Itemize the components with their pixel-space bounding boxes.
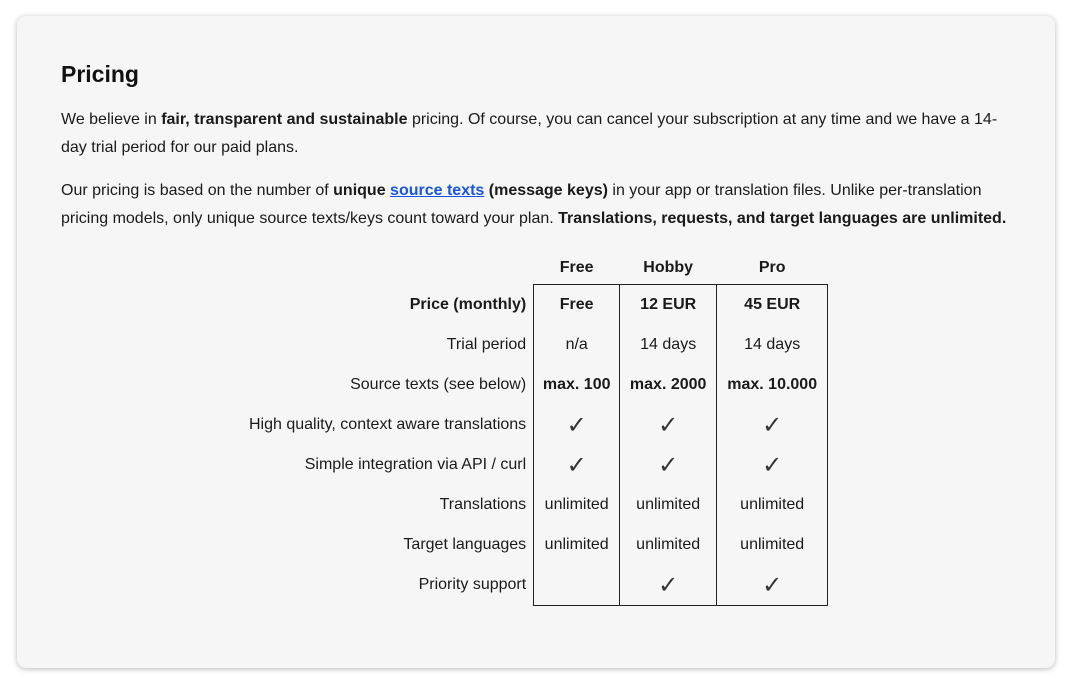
- plan-cell-pro: [717, 325, 828, 365]
- feature-label: Target languages: [403, 536, 527, 553]
- plan-value: unlimited: [636, 536, 701, 553]
- plan-cell-pro: [717, 405, 828, 445]
- feature-label: Source texts (see below): [350, 376, 527, 393]
- pricing-row: [242, 525, 828, 565]
- check-icon: ✓: [762, 410, 783, 439]
- plan-cell-hobby: [620, 525, 717, 565]
- plan-cell-hobby: [620, 485, 717, 525]
- check-icon: ✓: [566, 450, 587, 479]
- intro-paragraph: [61, 106, 1011, 161]
- plan-value: n/a: [565, 336, 588, 353]
- plan-cell-hobby: [620, 445, 717, 485]
- pricing-row: [242, 365, 828, 405]
- feature-label: Simple integration via API / curl: [304, 456, 527, 473]
- plan-value: 14 days: [744, 336, 801, 353]
- feature-label: Price (monthly): [409, 295, 527, 313]
- plan-cell-hobby: [620, 365, 717, 405]
- plan-value: max. 10.000: [727, 376, 818, 393]
- plan-cell-free: [534, 405, 620, 445]
- plan-cell-pro: [717, 365, 828, 405]
- pricing-table: [242, 252, 828, 606]
- plan-value: 45 EUR: [744, 296, 801, 313]
- feature-label: Trial period: [446, 336, 527, 353]
- plan-cell-free: [534, 445, 620, 485]
- plan-header-hobby: Hobby: [643, 259, 694, 276]
- plan-cell-free: [534, 565, 620, 606]
- pricing-header-row: [242, 252, 828, 285]
- intro-emphasis: fair, transparent and sustainable: [161, 111, 408, 128]
- feature-label: Priority support: [418, 576, 527, 594]
- plan-cell-free: [534, 285, 620, 326]
- feature-label: Translations: [439, 496, 527, 513]
- plan-value: max. 2000: [629, 376, 707, 393]
- plan-cell-pro: [717, 565, 828, 606]
- feature-label: High quality, context aware translations: [249, 416, 527, 433]
- pricing-card: [17, 16, 1055, 668]
- pricing-row: [242, 485, 828, 525]
- plan-value: Free: [559, 296, 594, 313]
- basis-emphasis-unlimited: Translations, requests, and target languages are unlimited.: [558, 209, 1007, 227]
- plan-cell-free: [534, 485, 620, 525]
- check-icon: ✓: [658, 410, 679, 439]
- basis-emphasis-keys: (message keys): [484, 182, 608, 199]
- plan-value: unlimited: [544, 536, 609, 553]
- pricing-row: [242, 285, 828, 326]
- plan-cell-pro: [717, 285, 828, 326]
- plan-cell-hobby: [620, 285, 717, 326]
- basis-paragraph: [61, 177, 1011, 232]
- page-title: Pricing: [61, 61, 139, 87]
- basis-text-2: in your app or translation files. Unlike per-translation pricing models, only unique source texts/keys count toward your plan.: [61, 182, 982, 227]
- plan-cell-free: [534, 325, 620, 365]
- basis-emphasis-unique: unique: [333, 182, 391, 199]
- plan-cell-free: [534, 365, 620, 405]
- header-empty: [242, 252, 534, 285]
- plan-value: 14 days: [640, 336, 697, 353]
- plan-value: 12 EUR: [640, 296, 697, 313]
- plan-value: unlimited: [544, 496, 609, 513]
- plan-value: max. 100: [542, 376, 611, 393]
- plan-cell-hobby: [620, 325, 717, 365]
- check-icon: ✓: [566, 410, 587, 439]
- plan-cell-pro: [717, 525, 828, 565]
- check-icon: ✓: [658, 570, 679, 599]
- plan-cell-hobby: [620, 405, 717, 445]
- plan-header-pro: Pro: [758, 259, 786, 276]
- check-icon: ✓: [658, 450, 679, 479]
- plan-value: unlimited: [740, 496, 805, 513]
- plan-value: unlimited: [740, 536, 805, 553]
- plan-cell-free: [534, 525, 620, 565]
- check-icon: ✓: [762, 570, 783, 599]
- plan-cell-pro: [717, 445, 828, 485]
- intro-text-1: We believe in: [61, 111, 162, 128]
- pricing-row: [242, 325, 828, 365]
- plan-value: unlimited: [636, 496, 701, 513]
- pricing-row: [242, 405, 828, 445]
- basis-text-1: Our pricing is based on the number of: [61, 182, 334, 199]
- plan-cell-hobby: [620, 565, 717, 606]
- intro-text-2: pricing. Of course, you can cancel your subscription at any time and we have a 14-day trial period for our paid plans.: [61, 111, 998, 156]
- check-icon: ✓: [762, 450, 783, 479]
- plan-cell-pro: [717, 485, 828, 525]
- pricing-row: [242, 565, 828, 606]
- plan-header-free: Free: [559, 259, 594, 276]
- source-texts-link[interactable]: source texts: [390, 182, 485, 199]
- pricing-row: [242, 445, 828, 485]
